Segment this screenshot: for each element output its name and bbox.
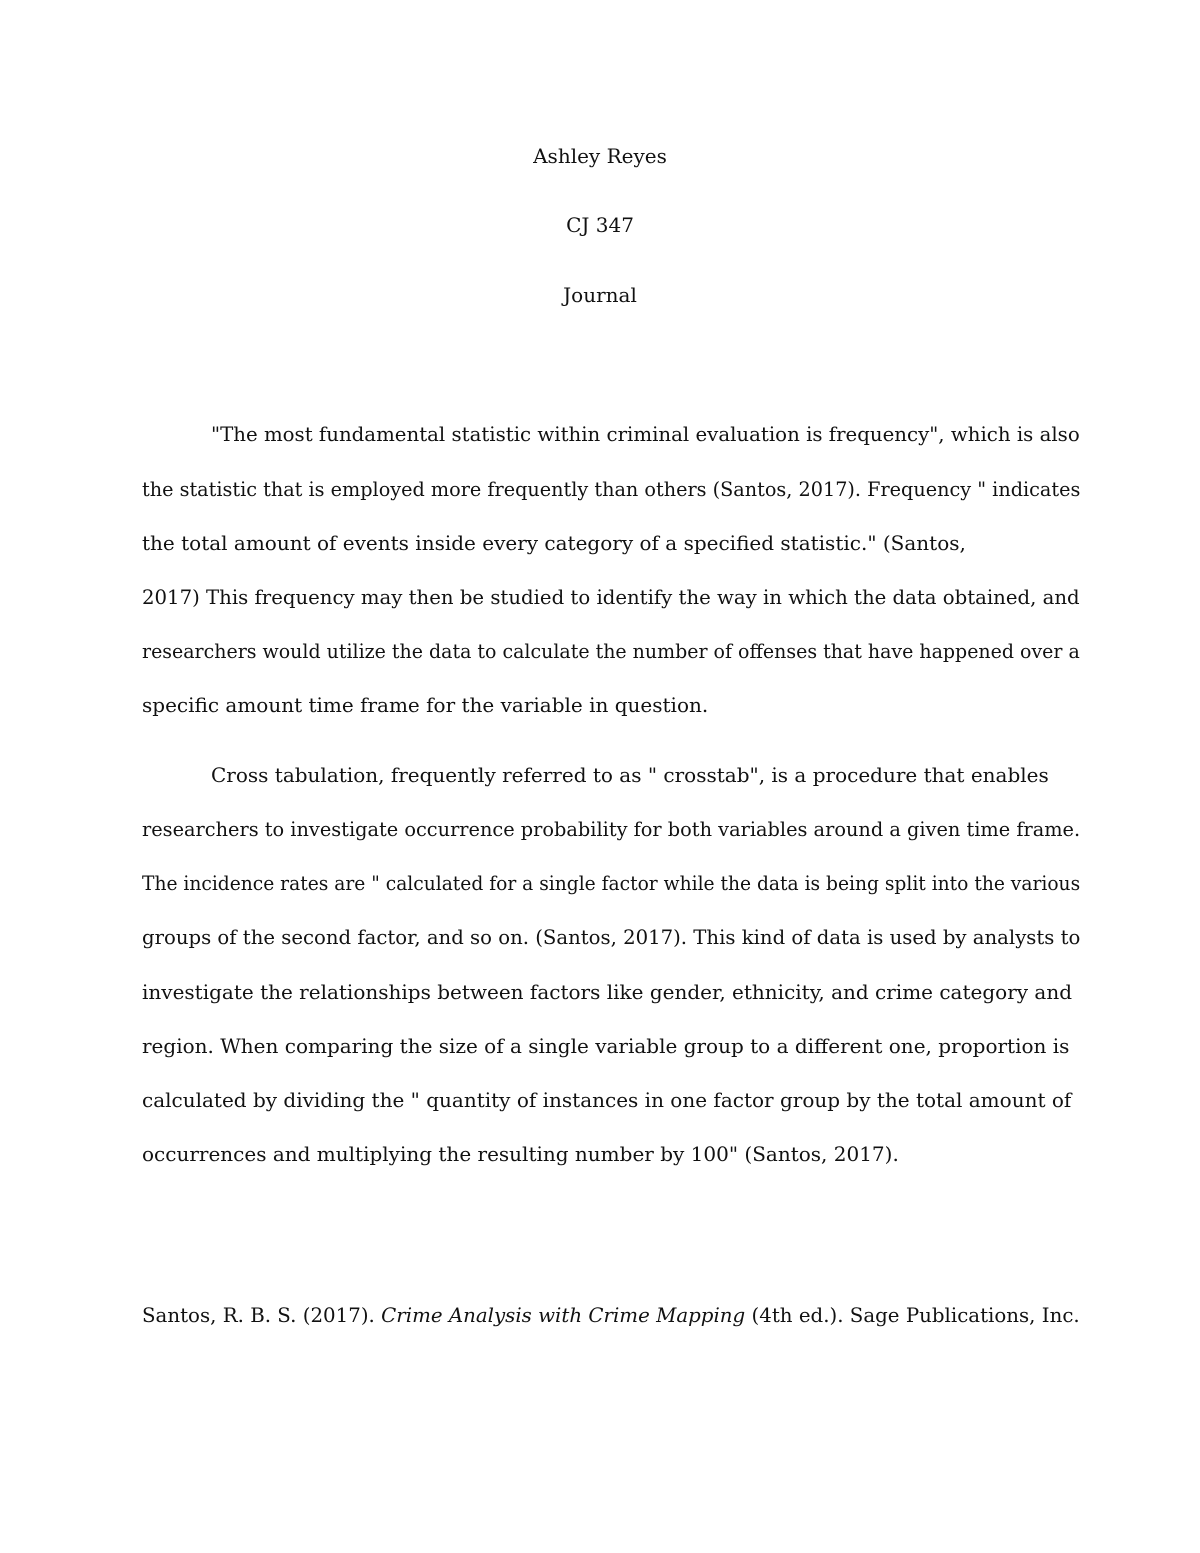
paragraph-line: groups of the second factor, and so on. (Santos, 2017). This kind of data is used by analysts to xyxy=(142,925,1081,949)
paragraph-line: the total amount of events inside every category of a specified statistic." (Santos, xyxy=(142,531,966,555)
paragraph-line: Cross tabulation, frequently referred to as " crosstab", is a procedure that enables xyxy=(211,763,1049,787)
paragraph-line: The incidence rates are " calculated for a single factor while the data is being split into the various xyxy=(142,871,1081,895)
paragraph-line: region. When comparing the size of a single variable group to a different one, proportion is xyxy=(142,1034,1070,1058)
course-code: CJ 347 xyxy=(566,213,634,237)
paragraph-line: calculated by dividing the " quantity of instances in one factor group by the total amount of xyxy=(142,1088,1072,1112)
paragraph-line: 2017) This frequency may then be studied to identify the way in which the data obtained, and xyxy=(142,585,1080,609)
author-name: Ashley Reyes xyxy=(533,144,667,168)
assignment-title: Journal xyxy=(563,283,637,307)
reference-entry xyxy=(142,1302,1080,1328)
reference-prefix: Santos, R. B. S. (2017). xyxy=(142,1303,382,1327)
paragraph-line: researchers to investigate occurrence probability for both variables around a given time frame. xyxy=(142,817,1081,841)
paragraph-line: "The most fundamental statistic within criminal evaluation is frequency", which is also xyxy=(211,422,1080,446)
paragraph-line: occurrences and multiplying the resulting number by 100" (Santos, 2017). xyxy=(142,1142,899,1166)
paragraph-line: investigate the relationships between factors like gender, ethnicity, and crime category and xyxy=(142,980,1073,1004)
paragraph-line: the statistic that is employed more frequently than others (Santos, 2017). Frequency " indicates xyxy=(142,477,1081,501)
paragraph-line: specific amount time frame for the variable in question. xyxy=(142,693,709,717)
paragraph-line: researchers would utilize the data to calculate the number of offenses that have happened over a xyxy=(142,639,1080,663)
reference-title: Crime Analysis with Crime Mapping xyxy=(381,1303,746,1327)
reference-suffix: (4th ed.). Sage Publications, Inc. xyxy=(745,1303,1080,1327)
